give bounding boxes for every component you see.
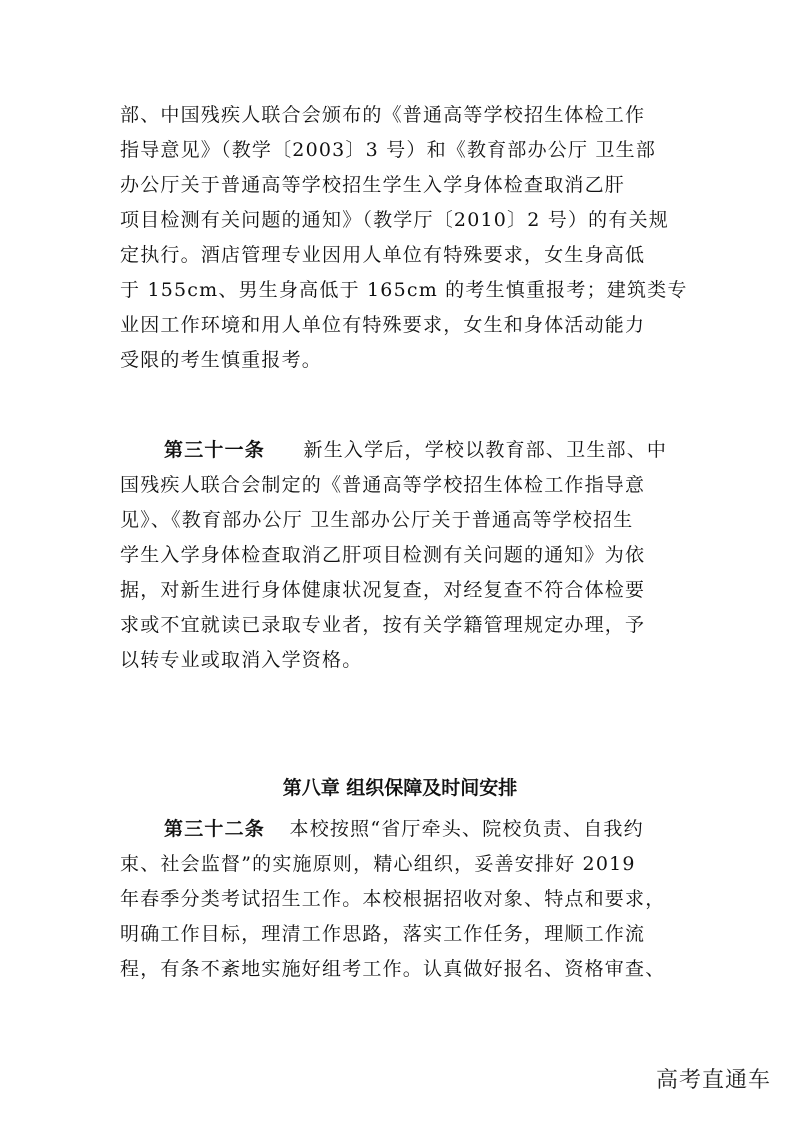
- text-line: 项目检测有关问题的通知》（教学厅〔2010〕2 号）的有关规: [120, 209, 669, 231]
- text-line: 见》、《教育部办公厅 卫生部办公厅关于普通高等学校招生: [120, 509, 634, 531]
- chapter-title: 第八章 组织保障及时间安排: [282, 777, 518, 799]
- text-line: 求或不宜就读已录取专业者，按有关学籍管理规定办理，予: [120, 614, 646, 636]
- text-line: 受限的考生慎重报考。: [120, 349, 323, 371]
- text-line: 本校按照“省厅牵头、院校负责、自我约: [289, 818, 644, 840]
- text-line: 业因工作环境和用人单位有特殊要求，女生和身体活动能力: [120, 314, 646, 336]
- text-line: 明确工作目标，理清工作思路，落实工作任务，理顺工作流: [120, 923, 646, 945]
- article-32: [120, 812, 680, 987]
- article-first-line: [120, 433, 680, 468]
- text-line: 国残疾人联合会制定的《普通高等学校招生体检工作指导意: [120, 474, 646, 496]
- article-31: [120, 433, 680, 678]
- article-first-line: [120, 812, 680, 847]
- text-line: 新生入学后，学校以教育部、卫生部、中: [303, 439, 668, 461]
- text-line: 据，对新生进行身体健康状况复查，对经复查不符合体检要: [120, 579, 646, 601]
- text-line: 以转专业或取消入学资格。: [120, 649, 363, 671]
- text-line: 部、中国残疾人联合会颁布的《普通高等学校招生体检工作: [120, 104, 646, 126]
- article-heading: 第三十一条: [164, 439, 266, 461]
- paragraph-continuation: [120, 98, 688, 378]
- text-line: 学生入学身体检查取消乙肝项目检测有关问题的通知》为依: [120, 544, 646, 566]
- article-heading: 第三十二条: [164, 818, 266, 840]
- text-line: 年春季分类考试招生工作。本校根据招收对象、特点和要求，: [120, 888, 666, 910]
- watermark-text: 高考直通车: [655, 1068, 771, 1093]
- text-line: 定执行。酒店管理专业因用人单位有特殊要求，女生身高低: [120, 244, 646, 266]
- text-line: 指导意见》（教学〔2003〕3 号）和《教育部办公厅 卫生部: [120, 139, 657, 161]
- text-line: 于 155cm、男生身高低于 165cm 的考生慎重报考；建筑类专: [120, 279, 688, 301]
- text-line: 束、社会监督”的实施原则，精心组织，妥善安排好 2019: [120, 853, 636, 875]
- text-line: 办公厅关于普通高等学校招生学生入学身体检查取消乙肝: [120, 174, 626, 196]
- text-line: 程，有条不紊地实施好组考工作。认真做好报名、资格审查、: [120, 958, 666, 980]
